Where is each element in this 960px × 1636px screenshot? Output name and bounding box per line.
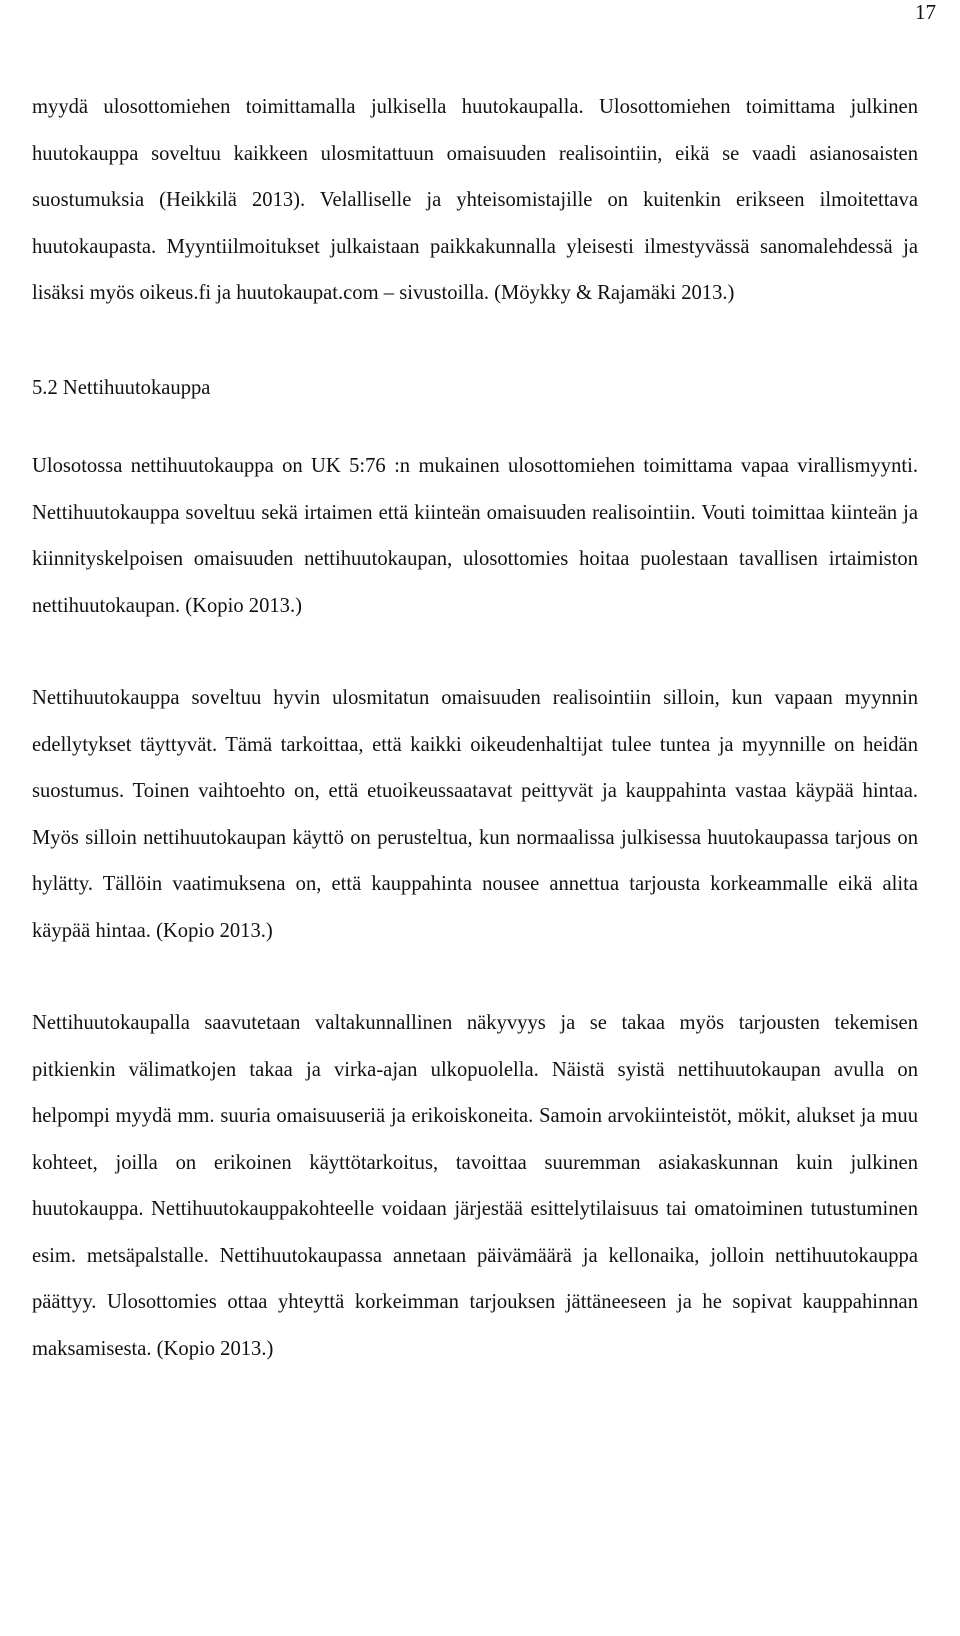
paragraph-auction-notice: myydä ulosottomiehen toimittamalla julkisella huutokaupalla. Ulosottomiehen toimittama julkinen huutokauppa soveltuu kaikkeen ulosmitattuun omaisuuden realisointiin, eikä se vaadi asianosaisten suostumuksia (Heikkilä 2013). Velalliselle ja yhteisomistajille on kuitenkin erikseen ilmoitettava huutokaupasta. Myyntiilmoitukset julkaistaan paikkakunnalla yleisesti ilmestyvässä sanomalehdessä ja lisäksi myös oikeus.fi ja huutokaupat.com – sivustoilla. (Möykky & Rajamäki 2013.): [32, 96, 918, 304]
section-heading: 5.2 Nettihuutokauppa: [32, 376, 211, 399]
paragraph-online-auction-definition: Ulosotossa nettihuutokauppa on UK 5:76 :n mukainen ulosottomiehen toimittama vapaa virallismyynti. Nettihuutokauppa soveltuu sekä irtaimen että kiinteän omaisuuden realisointiin. Vouti toimittaa kiinteän ja kiinnityskelpoisen omaisuuden nettihuutokaupan, ulosottomies hoitaa puolestaan tavallisen irtaimiston nettihuutokaupan. (Kopio 2013.): [32, 455, 918, 617]
paragraph-online-auction-suitability: Nettihuutokauppa soveltuu hyvin ulosmitatun omaisuuden realisointiin silloin, kun vapaan myynnin edellytykset täyttyvät. Tämä tarkoittaa, että kaikki oikeudenhaltijat tulee tuntea ja myynnille on heidän suostumus. Toinen vaihtoehto on, että etuoikeussaatavat peittyvät ja kauppahinta vastaa käypää hintaa. Myös silloin nettihuutokaupan käyttö on perusteltua, kun normaalissa julkisessa huutokaupassa tarjous on hylätty. Tällöin vaatimuksena on, että kauppahinta nousee annettua tarjousta korkeammalle eikä alita käypää hintaa. (Kopio 2013.): [32, 687, 918, 942]
paragraph-online-auction-benefits: Nettihuutokaupalla saavutetaan valtakunnallinen näkyvyys ja se takaa myös tarjousten tekemisen pitkienkin välimatkojen takaa ja virka-ajan ulkopuolella. Näistä syistä nettihuutokaupan avulla on helpompi myydä mm. suuria omaisuuseriä ja erikoiskoneita. Samoin arvokiinteistöt, mökit, alukset ja muu kohteet, joilla on erikoinen käyttötarkoitus, tavoittaa suuremman asiakaskunnan kuin julkinen huutokauppa. Nettihuutokauppakohteelle voidaan järjestää esittelytilaisuus tai omatoiminen tutustuminen esim. metsäpalstalle. Nettihuutokaupassa annetaan päivämäärä ja kellonaika, jolloin nettihuutokauppa päättyy. Ulosottomies ottaa yhteyttä korkeimman tarjouksen jättäneeseen ja he sopivat kauppahinnan maksamisesta. (Kopio 2013.): [32, 1012, 918, 1360]
document-body: [32, 84, 918, 1372]
page-number: 17: [915, 0, 936, 24]
